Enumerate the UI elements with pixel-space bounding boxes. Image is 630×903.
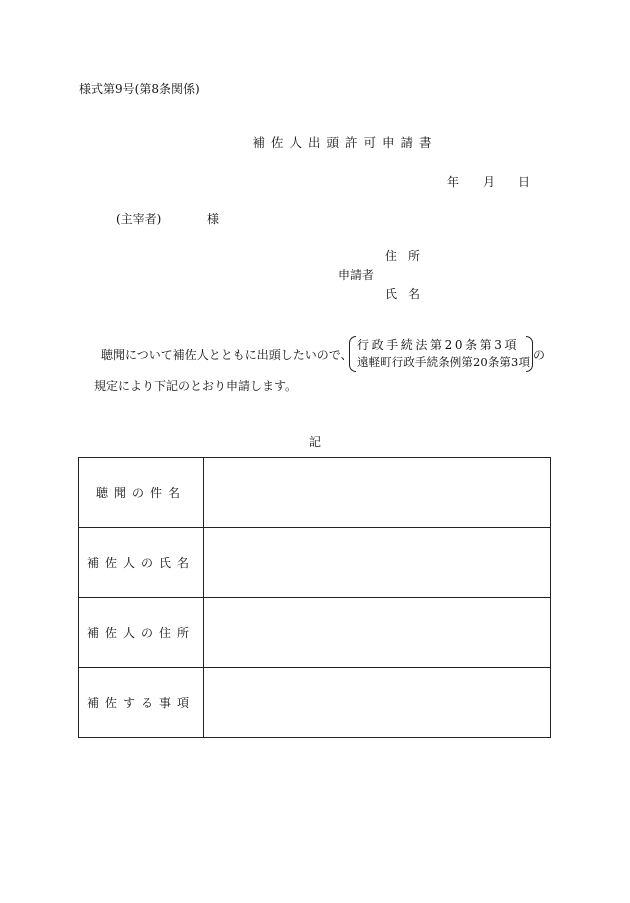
- body-text-line2: 規定により下記のとおり申請します。: [94, 379, 298, 393]
- recipient-honorific: 様: [207, 212, 220, 226]
- document-title: 補佐人出頭許可申請書: [252, 135, 438, 150]
- right-bracket: [526, 336, 533, 372]
- row-label-hearing-subject: 聴聞の件名: [79, 458, 204, 528]
- assist-matters-field[interactable]: [204, 668, 551, 738]
- table-row: [79, 528, 551, 598]
- row-label-assist-matters: 補佐する事項: [79, 668, 204, 738]
- ki-heading: 記: [308, 435, 321, 449]
- body-text-line1: 聴聞について補佐人とともに出頭したいので、: [101, 348, 353, 362]
- hearing-subject-field[interactable]: [204, 458, 551, 528]
- applicant-address-label: 住所: [385, 249, 432, 263]
- applicant-name-label: 氏名: [385, 287, 432, 301]
- form-number: 様式第9号(第8条関係): [79, 82, 200, 96]
- table-row: [79, 598, 551, 668]
- application-details-table: [78, 457, 551, 738]
- applicant-section-label: 申請者: [338, 268, 375, 282]
- table-row: [79, 458, 551, 528]
- body-text-suffix: の: [533, 348, 546, 362]
- left-bracket: [349, 336, 356, 372]
- date-month-label: 月: [483, 175, 496, 189]
- law-option-1: 行政手続法第20条第3項: [357, 338, 520, 352]
- assistant-name-field[interactable]: [204, 528, 551, 598]
- table-row: [79, 668, 551, 738]
- date-year-label: 年: [447, 175, 460, 189]
- assistant-address-field[interactable]: [204, 598, 551, 668]
- row-label-assistant-name: 補佐人の氏名: [79, 528, 204, 598]
- date-day-label: 日: [518, 175, 531, 189]
- row-label-assistant-address: 補佐人の住所: [79, 598, 204, 668]
- law-option-2: 遠軽町行政手続条例第20条第3項: [357, 355, 531, 369]
- recipient-label: (主宰者): [116, 212, 162, 226]
- law-option-bracket: [349, 336, 533, 372]
